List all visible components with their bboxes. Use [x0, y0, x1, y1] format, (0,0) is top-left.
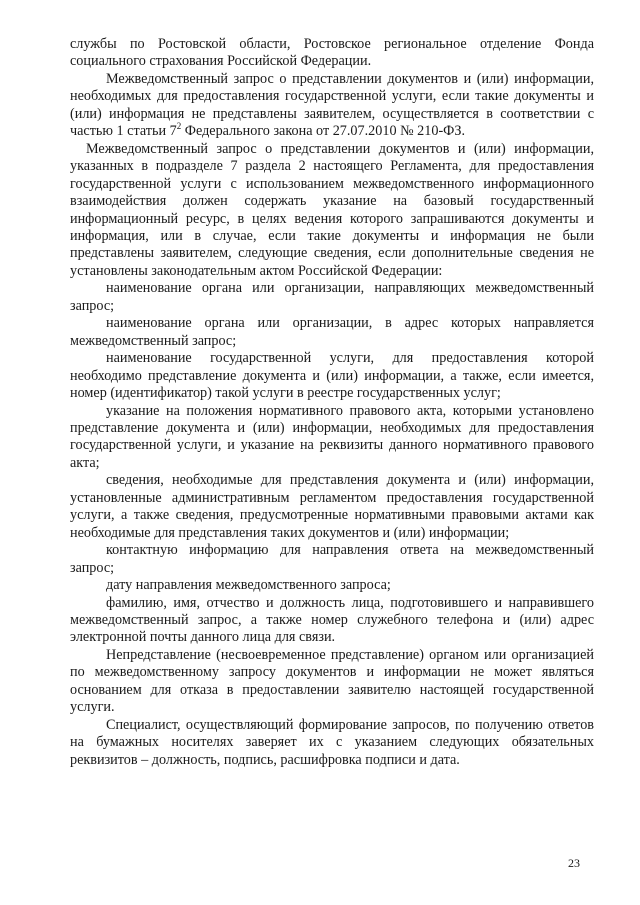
- paragraph-continuation: службы по Ростовской области, Ростовское региональное отделение Фонда социального страхования Российской Федерации.: [70, 36, 594, 70]
- document-page: [70, 36, 594, 769]
- paragraph-request-content: Межведомственный запрос о представлении документов и (или) информации, указанных в подразделе 7 раздела 2 настоящего Регламента, для предоставления государственной услуги с использованием межведомственного информационного взаимодействия должен содержать указание на базовый государственный информационный ресурс, в целях ведения которого запрашиваются документы и информация, или в случае, если такие документы и информация не были представлены заявителем, следующие сведения, если дополнительные сведения не установлены законодательным актом Российской Федерации:: [70, 140, 594, 279]
- list-item-responsible-person: фамилию, имя, отчество и должность лица, подготовившего и направившего межведомственный запрос, а также номер служебного телефона и (или) адрес электронной почты данного лица для связи.: [70, 594, 594, 646]
- list-item-legal-act: указание на положения нормативного правового акта, которыми установлено представление документа и (или) информации, необходимых для предоставления государственной услуги, и указание на реквизиты данного нормативного правового акта;: [70, 402, 594, 471]
- paragraph-interagency-request-basis: [70, 71, 594, 141]
- list-item-required-info: сведения, необходимые для представления документа и (или) информации, установленные административным регламентом предоставления государственной услуги, а также сведения, предусмотренные нормативными правовыми актами как необходимые для представления таких документов и (или) информации;: [70, 472, 594, 541]
- paragraph-text: Федерального закона от 27.07.2010 № 210-ФЗ.: [181, 123, 466, 140]
- page-number: 23: [568, 856, 580, 870]
- paragraph-text: Межведомственный запрос о представлении документов и (или) информации, необходимых для предоставления государственной услуги, если такие документы и (или) информация не представлены заявителем, осуществляется в соответствии с частью 1 статьи 7: [70, 70, 594, 140]
- list-item-sender-name: наименование органа или организации, направляющих межведомственный запрос;: [70, 280, 594, 314]
- superscript: 2: [176, 121, 182, 132]
- list-item-recipient-name: наименование органа или организации, в адрес которых направляется межведомственный запрос;: [70, 315, 594, 349]
- list-item-contact-info: контактную информацию для направления ответа на межведомственный запрос;: [70, 542, 594, 576]
- paragraph-non-submission: Непредставление (несвоевременное представление) органом или организацией по межведомственному запросу документов и информации не может являться основанием для отказа в предоставлении заявителю настоящей государственной услуги.: [70, 646, 594, 716]
- paragraph-certification: Специалист, осуществляющий формирование запросов, по получению ответов на бумажных носителях заверяет их с указанием следующих обязательных реквизитов – должность, подпись, расшифровка подписи и дата.: [70, 716, 594, 768]
- list-item-service-name: наименование государственной услуги, для предоставления которой необходимо представление документа и (или) информации, а также, если имеется, номер (идентификатор) такой услуги в реестре государственных услуг;: [70, 350, 594, 402]
- list-item-request-date: дату направления межведомственного запроса;: [106, 577, 391, 594]
